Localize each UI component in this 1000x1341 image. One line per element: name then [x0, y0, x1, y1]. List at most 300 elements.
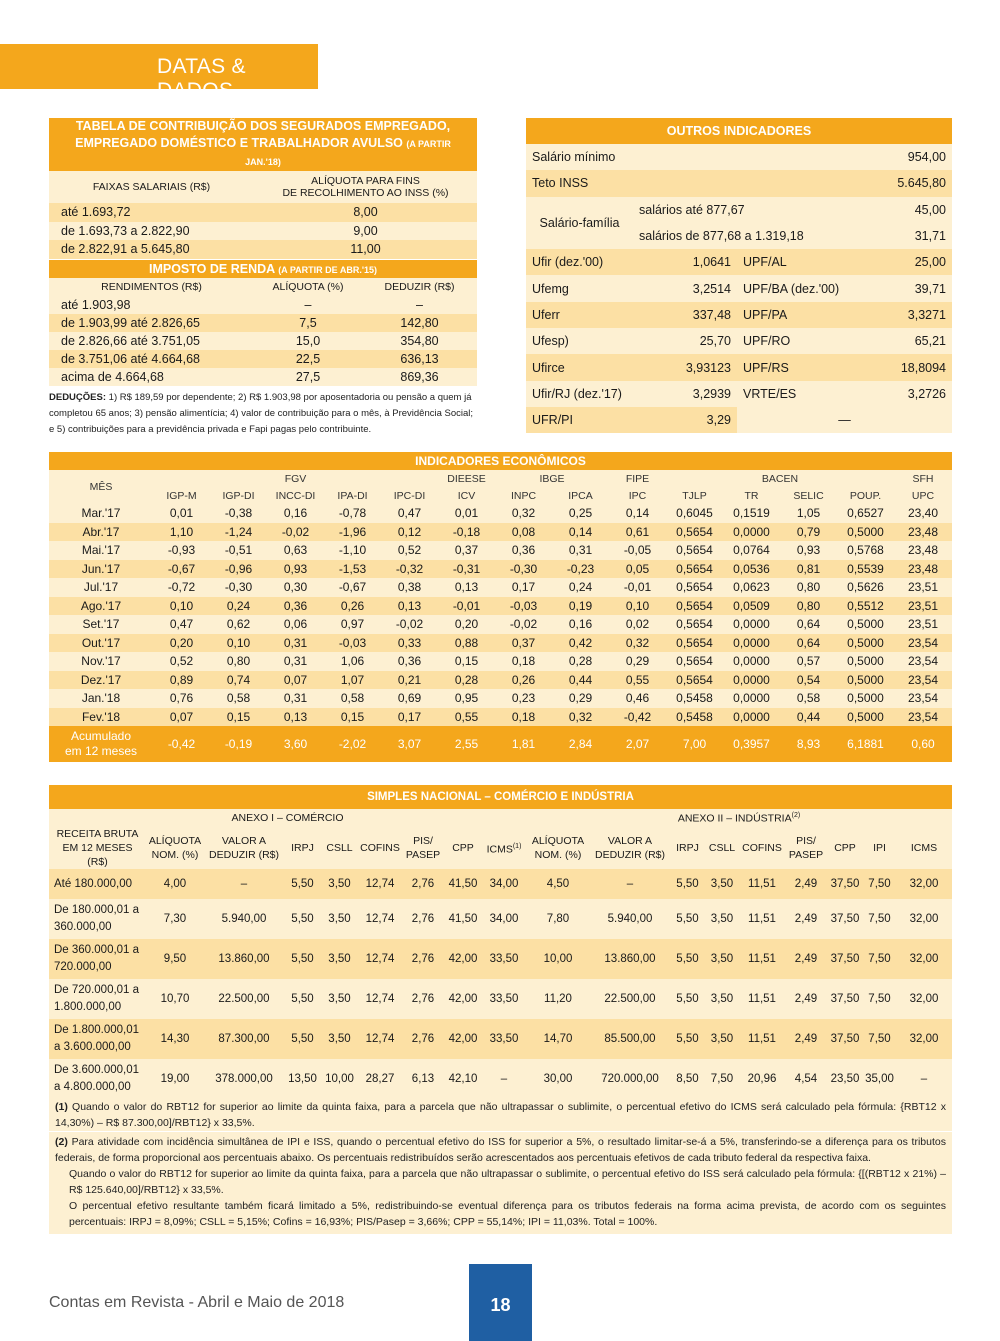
indicator-value: 0,5458	[666, 689, 723, 708]
indicator-col-header: TR	[723, 487, 780, 504]
indicator-value: 0,36	[495, 541, 552, 560]
indicator-value: 23,54	[894, 708, 952, 727]
simples-value: 12,74	[358, 979, 402, 1019]
ir-deductions-note: DEDUÇÕES: 1) R$ 189,59 por dependente; 2) R$ 1.903,98 por aposentadoria ou pensão a quem já completou 65 anos; 3) pensão alimentícia; 4) valor de contribuição para o mês, à Previdência Social; e 5) contribuições para a previdência privada e Fapi pagas pelo contribuinte.	[49, 392, 474, 435]
indicator-value: 0,36	[267, 597, 324, 616]
simples-value: 34,00	[482, 899, 526, 939]
indicator-label: Ufir/RJ (dez.'17)	[526, 381, 633, 407]
indicator-value: 0,5512	[837, 597, 894, 616]
indicator-value: 0,29	[609, 652, 666, 671]
anexo2-col-header: COFINS	[739, 827, 785, 869]
faixa-receita: Até 180.000,00	[49, 869, 146, 899]
indicator-value: 0,15	[438, 652, 495, 671]
month-cell: Abr.'17	[49, 523, 153, 542]
simples-value: 87.300,00	[204, 1019, 284, 1059]
sf1-value: 45,00	[843, 197, 952, 223]
simples-value: 42,00	[444, 979, 482, 1019]
ir-rendimento: de 2.826,66 até 3.751,05	[49, 332, 254, 350]
indicator-value: 0,42	[552, 634, 609, 653]
simples-value: 6,13	[402, 1059, 444, 1099]
indicator-value: 0,29	[552, 689, 609, 708]
simples-value: 7,50	[863, 1019, 896, 1059]
simples-nacional-table	[49, 785, 952, 1099]
indicator-value: 23,51	[894, 597, 952, 616]
indicator-value: 0,02	[609, 615, 666, 634]
month-cell: Jul.'17	[49, 578, 153, 597]
indicator-value: 0,06	[267, 615, 324, 634]
indicator-value: 0,28	[552, 652, 609, 671]
indicator-label: Uferr	[526, 302, 633, 328]
simples-value: 14,30	[146, 1019, 204, 1059]
group-dieese: DIEESE	[438, 470, 495, 487]
anexo1-col-header: VALOR A DEDUZIR (R$)	[204, 827, 284, 869]
indicator-value: 0,47	[153, 615, 210, 634]
indicator-value: -0,30	[495, 560, 552, 579]
indicator-value: 0,6045	[666, 504, 723, 523]
indicator-label: UPF/AL	[737, 249, 843, 275]
indicator-value: 0,5000	[837, 634, 894, 653]
simples-value: 23,50	[827, 1059, 863, 1099]
indicator-row	[49, 523, 952, 542]
indicator-label: Ufir (dez.'00)	[526, 249, 633, 275]
acumulado-value: 8,93	[780, 726, 837, 762]
indicator-value: 0,01	[438, 504, 495, 523]
indicator-value: 0,5539	[837, 560, 894, 579]
indicator-value: 0,79	[780, 523, 837, 542]
indicator-label: Ufemg	[526, 275, 633, 301]
simples-value: 32,00	[896, 939, 952, 979]
indicadores-title: INDICADORES ECONÔMICOS	[49, 452, 952, 470]
simples-value: 42,00	[444, 939, 482, 979]
indicator-value: 23,40	[894, 504, 952, 523]
simples-value: 33,50	[482, 939, 526, 979]
indicator-value: 23,48	[894, 541, 952, 560]
indicator-value: -0,42	[609, 708, 666, 727]
indicator-value: 0,0000	[723, 689, 780, 708]
simples-value: 378.000,00	[204, 1059, 284, 1099]
indicator-value: -0,03	[495, 597, 552, 616]
simples-value: 3,50	[705, 979, 739, 1019]
indicator-value: 23,48	[894, 523, 952, 542]
indicator-value: 0,0000	[723, 708, 780, 727]
indicator-value: 0,69	[381, 689, 438, 708]
ir-title: IMPOSTO DE RENDA (A PARTIR DE ABR.'15)	[49, 260, 477, 278]
indicator-value: 0,5000	[837, 615, 894, 634]
indicator-value: 0,64	[780, 615, 837, 634]
inss-faixa: de 2.822,91 a 5.645,80	[49, 240, 254, 259]
simples-value: 13,50	[284, 1059, 321, 1099]
indicator-value: -0,23	[552, 560, 609, 579]
indicator-col-header: INPC	[495, 487, 552, 504]
ir-col-aliquota: ALÍQUOTA (%)	[254, 278, 362, 296]
indicator-col-header: IGP-DI	[210, 487, 267, 504]
indicator-value: 0,47	[381, 504, 438, 523]
simples-value: 32,00	[896, 1019, 952, 1059]
section-title: DATAS & DADOS	[157, 55, 246, 102]
month-cell: Mai.'17	[49, 541, 153, 560]
indicator-label: VRTE/ES	[737, 381, 843, 407]
month-cell: Fev.'18	[49, 708, 153, 727]
sf2-value: 31,71	[843, 223, 952, 249]
faixa-receita: De 180.000,01 a 360.000,00	[49, 899, 146, 939]
simples-value: 5,50	[670, 1019, 705, 1059]
indicator-value: 0,01	[153, 504, 210, 523]
ir-aliquota: –	[254, 296, 362, 314]
indicator-value: -0,05	[609, 541, 666, 560]
ir-aliquota: 27,5	[254, 368, 362, 386]
simples-value: 11,20	[526, 979, 590, 1019]
simples-value: 20,96	[739, 1059, 785, 1099]
indicator-value: 0,76	[153, 689, 210, 708]
indicator-value: 0,31	[267, 689, 324, 708]
simples-value: 85.500,00	[590, 1019, 670, 1059]
indicator-value: 0,14	[609, 504, 666, 523]
indicator-value: -0,02	[495, 615, 552, 634]
indicator-value: 23,54	[894, 671, 952, 690]
anexo2-col-header: VALOR A DEDUZIR (R$)	[590, 827, 670, 869]
ir-deduzir: 142,80	[362, 314, 477, 332]
indicator-value: -1,96	[324, 523, 381, 542]
acumulado-value: 1,81	[495, 726, 552, 762]
indicator-value: 0,5768	[837, 541, 894, 560]
indicator-value: 3,3271	[843, 302, 952, 328]
simples-value: 13.860,00	[590, 939, 670, 979]
indicator-value: 0,26	[495, 671, 552, 690]
inss-aliquota: 8,00	[254, 203, 477, 222]
indicator-value: 0,14	[552, 523, 609, 542]
indicator-value: -0,38	[210, 504, 267, 523]
indicator-value: 0,55	[609, 671, 666, 690]
simples-value: 33,50	[482, 979, 526, 1019]
simples-value: 41,50	[444, 869, 482, 899]
indicator-value: 0,33	[381, 634, 438, 653]
indicator-value: 0,15	[210, 708, 267, 727]
mes-header: MÊS	[49, 470, 153, 504]
indicator-value: 0,80	[780, 597, 837, 616]
simples-value: 2,76	[402, 939, 444, 979]
simples-row	[49, 979, 952, 1019]
simples-value: 11,51	[739, 869, 785, 899]
indicator-value: 23,48	[894, 560, 952, 579]
indicator-value: 0,30	[267, 578, 324, 597]
simples-value: 5,50	[284, 1019, 321, 1059]
outros-title: OUTROS INDICADORES	[526, 118, 952, 144]
simples-value: 10,70	[146, 979, 204, 1019]
month-cell: Ago.'17	[49, 597, 153, 616]
anexo1-header: ANEXO I – COMÉRCIO	[49, 809, 526, 827]
ir-col-deduzir: DEDUZIR (R$)	[362, 278, 477, 296]
faixa-receita: De 3.600.000,01 a 4.800.000,00	[49, 1059, 146, 1099]
indicator-value: 0,46	[609, 689, 666, 708]
indicator-label: UPF/PA	[737, 302, 843, 328]
simples-title: SIMPLES NACIONAL – COMÉRCIO E INDÚSTRIA	[49, 785, 952, 809]
indicator-value: 0,5458	[666, 708, 723, 727]
month-cell: Jun.'17	[49, 560, 153, 579]
simples-value: 2,76	[402, 979, 444, 1019]
simples-value: 28,27	[358, 1059, 402, 1099]
indicator-value: 23,51	[894, 578, 952, 597]
indicator-col-header: ICV	[438, 487, 495, 504]
indicator-value: 0,5626	[837, 578, 894, 597]
faixa-receita: De 1.800.000,01 a 3.600.000,00	[49, 1019, 146, 1059]
acumulado-value: 3,07	[381, 726, 438, 762]
simples-value: 4,54	[785, 1059, 827, 1099]
anexo1-col-header: PIS/ PASEP	[402, 827, 444, 869]
indicator-value: 23,51	[894, 615, 952, 634]
simples-value: 11,51	[739, 1019, 785, 1059]
inss-col-faixas: FAIXAS SALARIAIS (R$)	[49, 171, 254, 203]
indicator-col-header: IPA-DI	[324, 487, 381, 504]
simples-value: 30,00	[526, 1059, 590, 1099]
indicator-value: 0,31	[267, 634, 324, 653]
simples-value: 34,00	[482, 869, 526, 899]
indicator-value: 0,5654	[666, 671, 723, 690]
month-cell: Mar.'17	[49, 504, 153, 523]
simples-value: 32,00	[896, 899, 952, 939]
indicator-value: 0,24	[552, 578, 609, 597]
indicator-value: 0,0536	[723, 560, 780, 579]
indicator-value: 0,17	[381, 708, 438, 727]
indicator-value: 0,23	[495, 689, 552, 708]
simples-value: 33,50	[482, 1019, 526, 1059]
ir-table	[49, 260, 477, 386]
page-number: 18	[490, 1295, 511, 1315]
inss-faixa: até 1.693,72	[49, 203, 254, 222]
indicator-col-header: SELIC	[780, 487, 837, 504]
inss-aliquota: 9,00	[254, 222, 477, 241]
indicator-label: Ufirce	[526, 354, 633, 380]
simples-value: 42,00	[444, 1019, 482, 1059]
outros-indicadores-table	[526, 118, 952, 433]
indicator-value: 0,08	[495, 523, 552, 542]
indicator-value: 0,31	[552, 541, 609, 560]
simples-value: 3,50	[321, 869, 358, 899]
simples-value: 5,50	[284, 979, 321, 1019]
indicator-value: -0,31	[438, 560, 495, 579]
faixa-receita: De 360.000,01 a 720.000,00	[49, 939, 146, 979]
inss-title: TABELA DE CONTRIBUIÇÃO DOS SEGURADOS EMPREGADO, EMPREGADO DOMÉSTICO E TRABALHADOR AVULSO (A PARTIR JAN.'18)	[49, 118, 477, 171]
simples-value: 7,50	[863, 899, 896, 939]
simples-row	[49, 899, 952, 939]
indicator-value: 0,89	[153, 671, 210, 690]
indicator-value: 0,18	[495, 652, 552, 671]
inss-faixa: de 1.693,73 a 2.822,90	[49, 222, 254, 241]
anexo2-col-header: CPP	[827, 827, 863, 869]
indicator-row	[49, 560, 952, 579]
indicator-value: 0,52	[381, 541, 438, 560]
inss-aliquota: 11,00	[254, 240, 477, 259]
indicator-value: -1,10	[324, 541, 381, 560]
indicator-value: -0,02	[267, 523, 324, 542]
indicator-value: 0,37	[438, 541, 495, 560]
indicator-value: 0,17	[495, 578, 552, 597]
indicator-value: 0,07	[153, 708, 210, 727]
simples-value: 14,70	[526, 1019, 590, 1059]
inss-table	[49, 118, 477, 259]
indicadores-table	[49, 452, 952, 762]
group-ibge: IBGE	[495, 470, 609, 487]
simples-value: 4,00	[146, 869, 204, 899]
indicator-value: 0,5654	[666, 541, 723, 560]
simples-value: 22.500,00	[204, 979, 284, 1019]
indicator-value: 0,5000	[837, 689, 894, 708]
indicator-value: 0,28	[438, 671, 495, 690]
indicator-col-header: IPC-DI	[381, 487, 438, 504]
indicator-value: -0,30	[210, 578, 267, 597]
simples-value: 5.940,00	[204, 899, 284, 939]
indicator-value: -0,01	[438, 597, 495, 616]
ir-col-rendimentos: RENDIMENTOS (R$)	[49, 278, 254, 296]
acumulado-value: 2,84	[552, 726, 609, 762]
ir-row	[49, 332, 477, 350]
ir-rendimento: acima de 4.664,68	[49, 368, 254, 386]
indicator-value: 0,0764	[723, 541, 780, 560]
simples-value: 5,50	[670, 899, 705, 939]
indicator-row	[49, 689, 952, 708]
simples-value: 35,00	[863, 1059, 896, 1099]
indicator-value: 0,64	[780, 634, 837, 653]
indicator-row	[49, 504, 952, 523]
simples-value: 3,50	[321, 1019, 358, 1059]
ir-deduzir: 869,36	[362, 368, 477, 386]
acumulado-value: -0,19	[210, 726, 267, 762]
indicator-value: 23,54	[894, 689, 952, 708]
simples-value: 5,50	[670, 869, 705, 899]
acumulado-value: -2,02	[324, 726, 381, 762]
indicator-value: 0,32	[609, 634, 666, 653]
indicator-value: 3,29	[633, 407, 737, 433]
simples-value: 720.000,00	[590, 1059, 670, 1099]
indicator-value: 0,13	[267, 708, 324, 727]
outros-row	[526, 302, 952, 328]
simples-value: 12,74	[358, 899, 402, 939]
ir-deduzir: 636,13	[362, 350, 477, 368]
indicator-value: 0,5654	[666, 652, 723, 671]
simples-row	[49, 1059, 952, 1099]
simples-value: 32,00	[896, 869, 952, 899]
simples-value: 37,50	[827, 979, 863, 1019]
indicator-value: 0,5000	[837, 708, 894, 727]
simples-value: 2,49	[785, 869, 827, 899]
salario-minimo-label: Salário mínimo	[526, 144, 843, 170]
indicator-value: -0,18	[438, 523, 495, 542]
anexo1-col-header: ICMS$^{(1)}$	[482, 827, 526, 869]
month-cell: Jan.'18	[49, 689, 153, 708]
indicator-label: UFR/PI	[526, 407, 633, 433]
indicator-value: 0,5000	[837, 671, 894, 690]
indicator-value: 1,0641	[633, 249, 737, 275]
simples-value: 41,50	[444, 899, 482, 939]
simples-value: 5,50	[284, 899, 321, 939]
indicator-value: 0,0000	[723, 523, 780, 542]
ir-deduzir: –	[362, 296, 477, 314]
indicator-row	[49, 708, 952, 727]
ir-row	[49, 368, 477, 386]
simples-value: 7,80	[526, 899, 590, 939]
indicator-value: 0,38	[381, 578, 438, 597]
indicator-value: 0,12	[381, 523, 438, 542]
simples-value: 19,00	[146, 1059, 204, 1099]
indicator-empty: —	[737, 407, 952, 433]
sf1-label: salários até 877,67	[633, 197, 843, 223]
ir-aliquota: 15,0	[254, 332, 362, 350]
indicator-value: -0,32	[381, 560, 438, 579]
indicator-value: 0,97	[324, 615, 381, 634]
acumulado-value: 6,1881	[837, 726, 894, 762]
group-bacen: BACEN	[666, 470, 894, 487]
indicator-value: 0,55	[438, 708, 495, 727]
indicator-value: 0,32	[552, 708, 609, 727]
indicator-value: 25,70	[633, 328, 737, 354]
indicator-value: 0,93	[267, 560, 324, 579]
indicator-value: 0,54	[780, 671, 837, 690]
acumulado-value: 7,00	[666, 726, 723, 762]
indicator-value: 0,0000	[723, 652, 780, 671]
simples-value: 42,10	[444, 1059, 482, 1099]
indicator-label: Ufesp)	[526, 328, 633, 354]
indicator-value: 0,15	[324, 708, 381, 727]
indicator-value: 0,16	[267, 504, 324, 523]
page-number-box	[469, 1264, 532, 1341]
indicator-value: -0,72	[153, 578, 210, 597]
simples-value: 2,49	[785, 899, 827, 939]
simples-value: 2,49	[785, 1019, 827, 1059]
indicator-value: 1,05	[780, 504, 837, 523]
simples-note-2: (2) Para atividade com incidência simultânea de IPI e ISS, quando o percentual efetivo do ISS for superior a 5%, o resultado limitar-se-á a 5%, transferindo-se a diferença para os tributos federais, de forma proporcional aos percentuais abaixo. Os percentuais redistribuídos serão acrescentados aos percentuais efetivos de cada tributo federal da respectiva faixa. Quando o valor do RBT12 for superior ao limite da quinta faixa, para a parcela que não ultrapassar o sublimite, o percentual efetivo do ISS será calculado pela fórmula: {[(RBT12 x 21%) – R$ 125.640,00]/RBT12} x 33,5%. O percentual efetivo resultante também ficará limitado a 5%, redistribuindo-se eventual diferença para os tributos federais na forma acima prevista, de acordo com os seguintes percentuais: IRPJ = 8,09%; CSLL = 5,15%; Cofins = 16,93%; PIS/Pasep = 3,66%; CPP = 55,14%; IPI = 11,03%. Total = 100%.	[49, 1132, 952, 1234]
indicator-value: 0,20	[438, 615, 495, 634]
simples-value: 11,51	[739, 979, 785, 1019]
ir-deduzir: 354,80	[362, 332, 477, 350]
inss-row	[49, 222, 477, 241]
footer-publication: Contas em Revista - Abril e Maio de 2018	[49, 1294, 345, 1311]
simples-value: 2,76	[402, 899, 444, 939]
acumulado-value: -0,42	[153, 726, 210, 762]
indicator-value: 0,0509	[723, 597, 780, 616]
simples-value: 37,50	[827, 939, 863, 979]
simples-value: –	[204, 869, 284, 899]
indicator-value: 0,10	[210, 634, 267, 653]
indicator-value: 18,8094	[843, 354, 952, 380]
simples-value: 12,74	[358, 1019, 402, 1059]
acumulado-value: 0,3957	[723, 726, 780, 762]
indicator-value: 0,13	[438, 578, 495, 597]
indicator-col-header: IGP-M	[153, 487, 210, 504]
outros-row	[526, 381, 952, 407]
anexo1-col-header: COFINS	[358, 827, 402, 869]
indicator-value: 0,07	[267, 671, 324, 690]
indicator-value: 0,20	[153, 634, 210, 653]
inss-row	[49, 240, 477, 259]
simples-value: 37,50	[827, 899, 863, 939]
indicator-value: 0,44	[780, 708, 837, 727]
simples-value: 12,74	[358, 869, 402, 899]
month-cell: Nov.'17	[49, 652, 153, 671]
indicator-value: 0,05	[609, 560, 666, 579]
indicator-label: UPF/RO	[737, 328, 843, 354]
anexo1-col-header: ALÍQUOTA NOM. (%)	[146, 827, 204, 869]
indicator-value: -0,02	[381, 615, 438, 634]
simples-value: 37,50	[827, 869, 863, 899]
indicator-value: 0,88	[438, 634, 495, 653]
indicator-value: 65,21	[843, 328, 952, 354]
indicator-value: 3,2939	[633, 381, 737, 407]
indicator-value: 0,80	[210, 652, 267, 671]
indicator-value: 0,5654	[666, 615, 723, 634]
indicator-value: 3,2514	[633, 275, 737, 301]
indicator-row	[49, 541, 952, 560]
indicator-value: 39,71	[843, 275, 952, 301]
indicator-value: 0,58	[210, 689, 267, 708]
